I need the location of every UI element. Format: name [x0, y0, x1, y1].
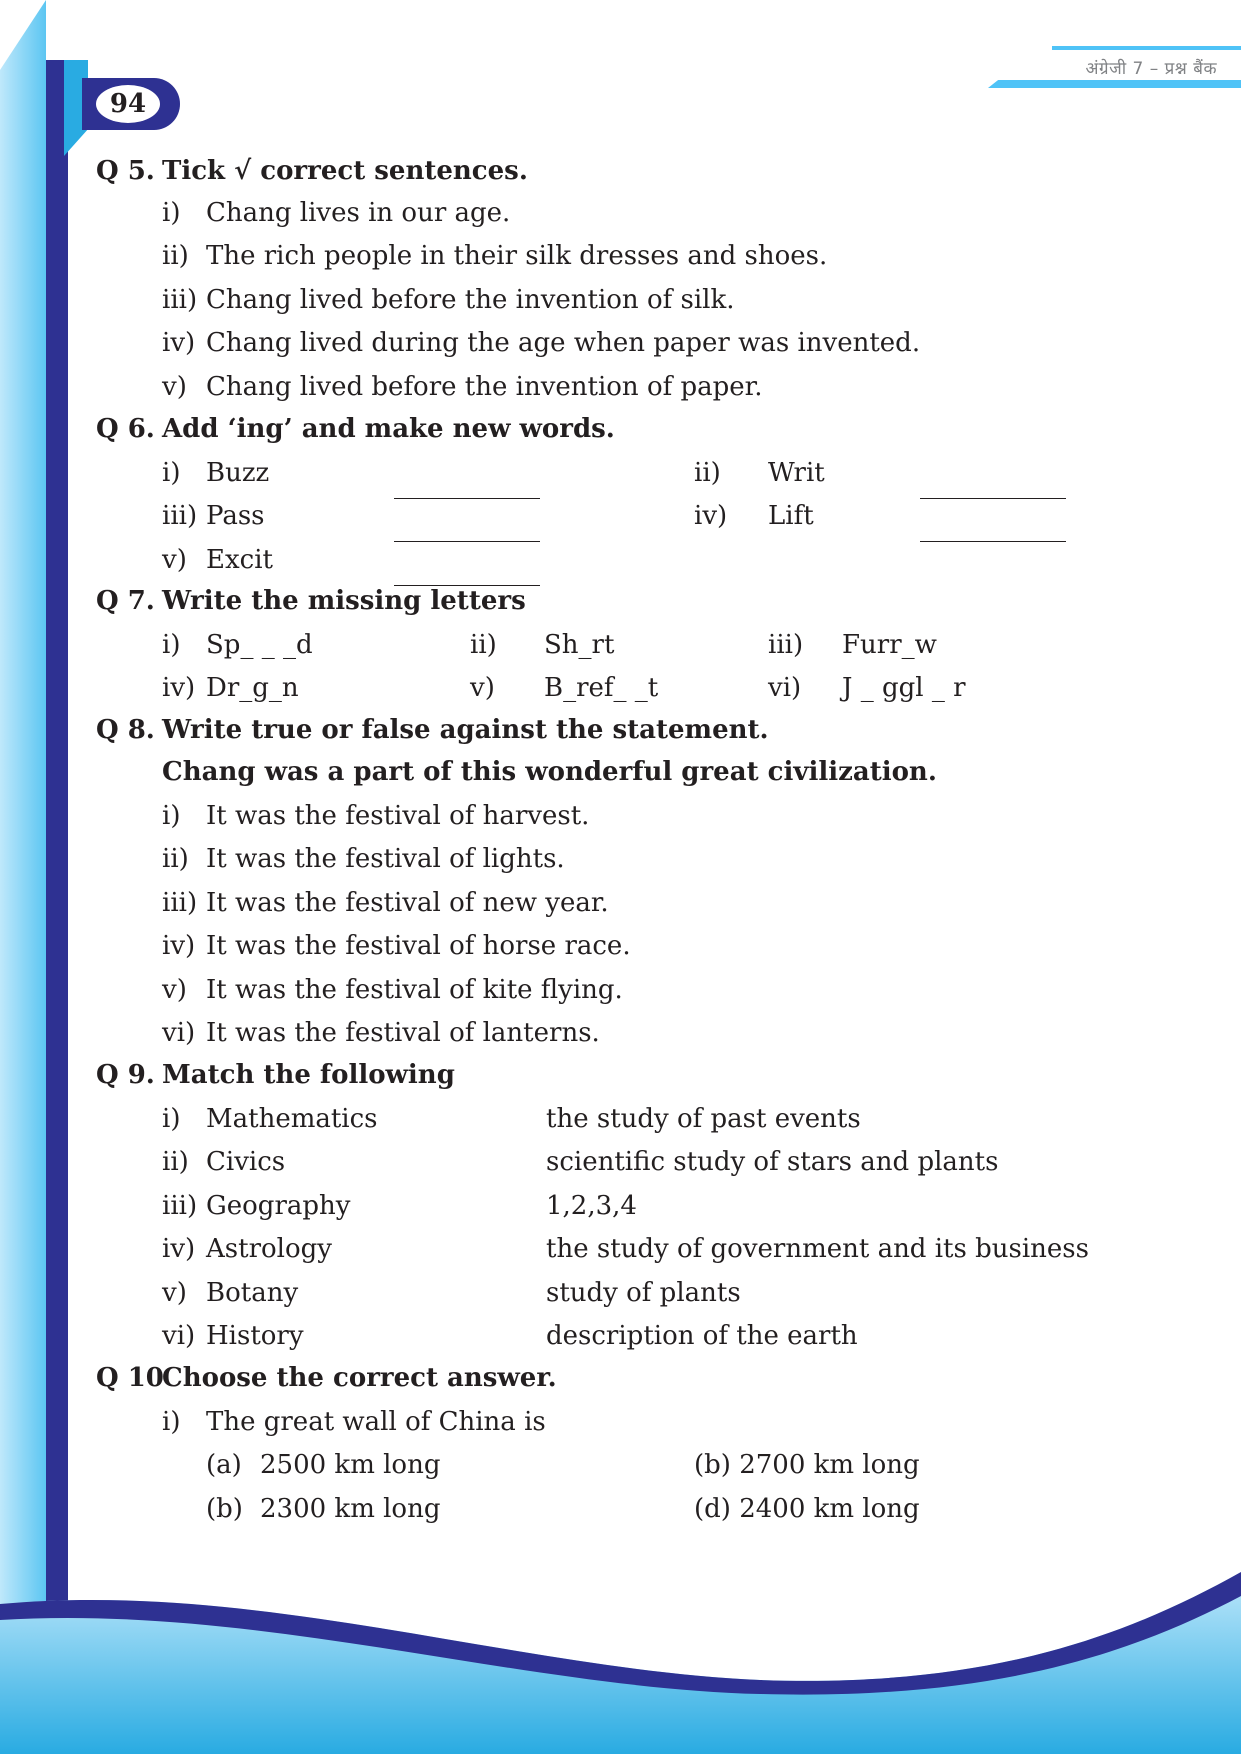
list-item: v) B_ref_ _t	[470, 673, 659, 703]
page-number: 94	[96, 85, 160, 123]
q8-subtitle: Chang was a part of this wonderful great civilization.	[162, 757, 937, 787]
list-item: ii) Writ	[694, 458, 825, 488]
q8-heading: Q 8. Write true or false against the statement.	[96, 715, 769, 745]
list-item: v) Excit	[162, 545, 273, 575]
match-right-item: description of the earth	[546, 1321, 858, 1351]
list-item: v) Chang lived before the invention of paper.	[162, 372, 763, 402]
list-item: i) Sp_ _ _d	[162, 630, 313, 660]
left-border-corner	[0, 0, 46, 70]
list-item: ii) It was the festival of lights.	[162, 844, 565, 874]
match-right-item: scientific study of stars and plants	[546, 1147, 999, 1177]
bottom-wave-decoration	[0, 1560, 1241, 1754]
q7-heading: Q 7. Write the missing letters	[96, 586, 526, 616]
match-right-item: study of plants	[546, 1278, 741, 1308]
answer-option[interactable]: (d) 2400 km long	[694, 1494, 920, 1524]
list-item: vi) J _ ggl _ r	[768, 673, 966, 703]
match-right-item: the study of past events	[546, 1104, 861, 1134]
q6-heading: Q 6. Add ‘ing’ and make new words.	[96, 414, 615, 444]
match-right-item: 1,2,3,4	[546, 1191, 637, 1221]
list-item: vi) It was the festival of lanterns.	[162, 1018, 600, 1048]
list-item: ii) The rich people in their silk dresses and shoes.	[162, 241, 828, 271]
question-item: i) The great wall of China is	[162, 1407, 546, 1437]
match-left-item: v) Botany	[162, 1278, 299, 1308]
match-left-item: ii) Civics	[162, 1147, 286, 1177]
list-item: iv) Dr_g_n	[162, 673, 299, 703]
list-item: iv) Lift	[694, 501, 814, 531]
q10-heading: Q 10Choose the correct answer.	[96, 1363, 557, 1393]
list-item: v) It was the festival of kite flying.	[162, 975, 623, 1005]
answer-blank[interactable]	[394, 541, 540, 542]
list-item: iii) It was the festival of new year.	[162, 888, 609, 918]
list-item: iii) Pass	[162, 501, 265, 531]
header-line-top	[1052, 46, 1241, 50]
answer-option[interactable]: (a) 2500 km long	[206, 1450, 441, 1480]
q5-heading: Q 5. Tick √ correct sentences.	[96, 156, 528, 186]
match-left-item: vi) History	[162, 1321, 304, 1351]
flag-pole	[46, 60, 64, 156]
list-item: iv) Chang lived during the age when paper was invented.	[162, 328, 921, 358]
list-item: i) Chang lives in our age.	[162, 198, 511, 228]
answer-blank[interactable]	[920, 498, 1066, 499]
list-item: iv) It was the festival of horse race.	[162, 931, 631, 961]
answer-option[interactable]: (b) 2300 km long	[206, 1494, 441, 1524]
list-item: iii) Chang lived before the invention of silk.	[162, 285, 735, 315]
list-item: ii) Sh_rt	[470, 630, 615, 660]
answer-blank[interactable]	[394, 498, 540, 499]
left-border-dark	[46, 60, 68, 1620]
header-line-bottom	[988, 80, 1241, 88]
list-item: iii) Furr_w	[768, 630, 937, 660]
match-left-item: i) Mathematics	[162, 1104, 378, 1134]
match-right-item: the study of government and its business	[546, 1234, 1089, 1264]
answer-blank[interactable]	[920, 541, 1066, 542]
list-item: i) It was the festival of harvest.	[162, 801, 590, 831]
answer-option[interactable]: (b) 2700 km long	[694, 1450, 920, 1480]
match-left-item: iii) Geography	[162, 1191, 351, 1221]
running-header: अंग्रेजी 7 – प्रश्न बैंक	[1085, 59, 1217, 79]
q9-heading: Q 9. Match the following	[96, 1060, 455, 1090]
left-border-light	[0, 0, 46, 1754]
match-left-item: iv) Astrology	[162, 1234, 332, 1264]
list-item: i) Buzz	[162, 458, 270, 488]
